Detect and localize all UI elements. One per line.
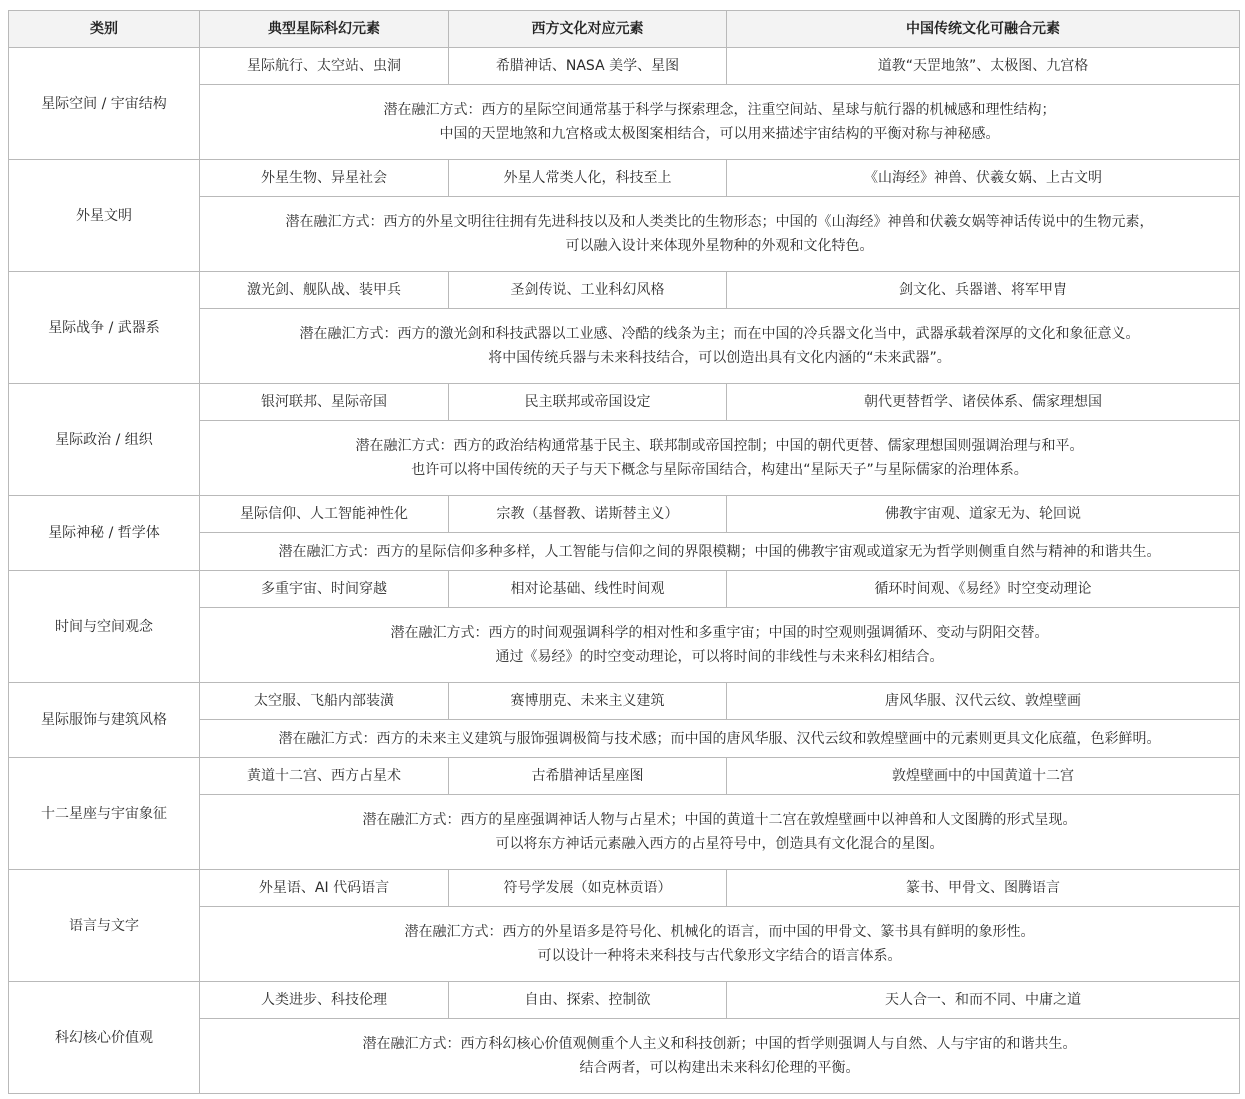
category-cell: 科幻核心价值观 <box>9 982 200 1094</box>
table-row <box>9 982 1240 1019</box>
fusion-text-line: 潜在融汇方式：西方的未来主义建筑与服饰强调极简与技术感；而中国的唐风华服、汉代云纹和敦煌壁画中的元素则更具文化底蕴，色彩鲜明。 <box>278 730 1161 747</box>
fusion-method-cell <box>200 85 1240 160</box>
category-cell: 十二星座与宇宙象征 <box>9 758 200 870</box>
western-element-cell: 古希腊神话星座图 <box>449 758 727 795</box>
scifi-element-cell: 外星生物、异星社会 <box>200 160 449 197</box>
fusion-method-cell <box>200 533 1240 571</box>
header-category: 类别 <box>9 11 200 48</box>
chinese-element-cell: 唐风华服、汉代云纹、敦煌壁画 <box>727 683 1240 720</box>
chinese-element-cell: 《山海经》神兽、伏羲女娲、上古文明 <box>727 160 1240 197</box>
fusion-text-line: 可以将东方神话元素融入西方的占星符号中，创造具有文化混合的星图。 <box>495 836 944 852</box>
header-western-elements: 西方文化对应元素 <box>449 11 727 48</box>
scifi-element-cell: 星际航行、太空站、虫洞 <box>200 48 449 85</box>
chinese-element-cell: 佛教宇宙观、道家无为、轮回说 <box>727 496 1240 533</box>
scifi-element-cell: 激光剑、舰队战、装甲兵 <box>200 272 449 309</box>
comparison-table-wrapper <box>8 10 1239 1094</box>
scifi-element-cell: 多重宇宙、时间穿越 <box>200 571 449 608</box>
fusion-method-cell <box>200 608 1240 683</box>
table-row <box>9 272 1240 309</box>
fusion-text-line: 潜在融汇方式：西方的外星语多是符号化、机械化的语言，而中国的甲骨文、篆书具有鲜明的象形性。 <box>404 924 1035 940</box>
category-cell: 外星文明 <box>9 160 200 272</box>
table-header <box>9 11 1240 48</box>
table-row <box>9 496 1240 533</box>
table-row <box>9 384 1240 421</box>
fusion-text-line: 潜在融汇方式：西方的政治结构通常基于民主、联邦制或帝国控制；中国的朝代更替、儒家理想国则强调治理与和平。 <box>355 438 1084 454</box>
fusion-text-line: 结合两者，可以构建出未来科幻伦理的平衡。 <box>579 1060 860 1076</box>
fusion-method-cell <box>200 1019 1240 1094</box>
fusion-method-cell <box>200 421 1240 496</box>
culture-comparison-table <box>8 10 1240 1094</box>
header-scifi-elements: 典型星际科幻元素 <box>200 11 449 48</box>
western-element-cell: 相对论基础、线性时间观 <box>449 571 727 608</box>
fusion-text-line: 潜在融汇方式：西方的星际空间通常基于科学与探索理念，注重空间站、星球与航行器的机械感和理性结构； <box>383 102 1056 118</box>
chinese-element-cell: 敦煌壁画中的中国黄道十二宫 <box>727 758 1240 795</box>
chinese-element-cell: 天人合一、和而不同、中庸之道 <box>727 982 1240 1019</box>
table-row <box>9 48 1240 85</box>
western-element-cell: 自由、探索、控制欲 <box>449 982 727 1019</box>
fusion-text-line: 通过《易经》的时空变动理论，可以将时间的非线性与未来科幻相结合。 <box>495 649 944 665</box>
fusion-text-line: 可以融入设计来体现外星物种的外观和文化特色。 <box>565 238 874 254</box>
category-cell: 星际政治 / 组织 <box>9 384 200 496</box>
header-row <box>9 11 1240 48</box>
western-element-cell: 圣剑传说、工业科幻风格 <box>449 272 727 309</box>
fusion-method-cell <box>200 795 1240 870</box>
category-cell: 星际服饰与建筑风格 <box>9 683 200 758</box>
fusion-text-line: 潜在融汇方式：西方的外星文明往往拥有先进科技以及和人类类比的生物形态；中国的《山海经》神兽和伏羲女娲等神话传说中的生物元素， <box>285 214 1154 230</box>
scifi-element-cell: 太空服、飞船内部装潢 <box>200 683 449 720</box>
table-row <box>9 683 1240 720</box>
chinese-element-cell: 朝代更替哲学、诸侯体系、儒家理想国 <box>727 384 1240 421</box>
western-element-cell: 宗教（基督教、诺斯替主义） <box>449 496 727 533</box>
fusion-text-line: 中国的天罡地煞和九宫格或太极图案相结合，可以用来描述宇宙结构的平衡对称与神秘感。 <box>439 126 1000 142</box>
chinese-element-cell: 篆书、甲骨文、图腾语言 <box>727 870 1240 907</box>
scifi-element-cell: 黄道十二宫、西方占星术 <box>200 758 449 795</box>
western-element-cell: 符号学发展（如克林贡语） <box>449 870 727 907</box>
western-element-cell: 外星人常类人化，科技至上 <box>449 160 727 197</box>
fusion-method-cell <box>200 197 1240 272</box>
western-element-cell: 赛博朋克、未来主义建筑 <box>449 683 727 720</box>
scifi-element-cell: 银河联邦、星际帝国 <box>200 384 449 421</box>
fusion-text-line: 将中国传统兵器与未来科技结合，可以创造出具有文化内涵的“未来武器”。 <box>488 350 951 366</box>
fusion-text-line: 潜在融汇方式：西方的激光剑和科技武器以工业感、冷酷的线条为主；而在中国的冷兵器文化当中，武器承载着深厚的文化和象征意义。 <box>299 326 1140 342</box>
chinese-element-cell: 剑文化、兵器谱、将军甲胄 <box>727 272 1240 309</box>
chinese-element-cell: 道教“天罡地煞”、太极图、九宫格 <box>727 48 1240 85</box>
category-cell: 语言与文字 <box>9 870 200 982</box>
fusion-text-line: 潜在融汇方式：西方科幻核心价值观侧重个人主义和科技创新；中国的哲学则强调人与自然、人与宇宙的和谐共生。 <box>362 1036 1077 1052</box>
scifi-element-cell: 人类进步、科技伦理 <box>200 982 449 1019</box>
category-cell: 星际神秘 / 哲学体 <box>9 496 200 571</box>
chinese-element-cell: 循环时间观、《易经》时空变动理论 <box>727 571 1240 608</box>
fusion-text-line: 潜在融汇方式：西方的星际信仰多种多样，人工智能与信仰之间的界限模糊；中国的佛教宇宙观或道家无为哲学则侧重自然与精神的和谐共生。 <box>278 543 1161 560</box>
category-cell: 星际空间 / 宇宙结构 <box>9 48 200 160</box>
fusion-text-line: 潜在融汇方式：西方的时间观强调科学的相对性和多重宇宙；中国的时空观则强调循环、变动与阴阳交替。 <box>390 625 1049 641</box>
scifi-element-cell: 星际信仰、人工智能神性化 <box>200 496 449 533</box>
table-row <box>9 571 1240 608</box>
fusion-text-line: 可以设计一种将未来科技与古代象形文字结合的语言体系。 <box>537 948 902 964</box>
scifi-element-cell: 外星语、AI 代码语言 <box>200 870 449 907</box>
western-element-cell: 民主联邦或帝国设定 <box>449 384 727 421</box>
table-row <box>9 758 1240 795</box>
table-body <box>9 48 1240 1094</box>
category-cell: 时间与空间观念 <box>9 571 200 683</box>
fusion-text-line: 也许可以将中国传统的天子与天下概念与星际帝国结合，构建出“星际天子”与星际儒家的治理体系。 <box>411 462 1028 478</box>
fusion-method-cell <box>200 309 1240 384</box>
fusion-text-line: 潜在融汇方式：西方的星座强调神话人物与占星术；中国的黄道十二宫在敦煌壁画中以神兽和人文图腾的形式呈现。 <box>362 812 1077 828</box>
table-row <box>9 870 1240 907</box>
table-row <box>9 160 1240 197</box>
fusion-method-cell <box>200 907 1240 982</box>
header-chinese-elements: 中国传统文化可融合元素 <box>727 11 1240 48</box>
category-cell: 星际战争 / 武器系 <box>9 272 200 384</box>
western-element-cell: 希腊神话、NASA 美学、星图 <box>449 48 727 85</box>
fusion-method-cell <box>200 720 1240 758</box>
